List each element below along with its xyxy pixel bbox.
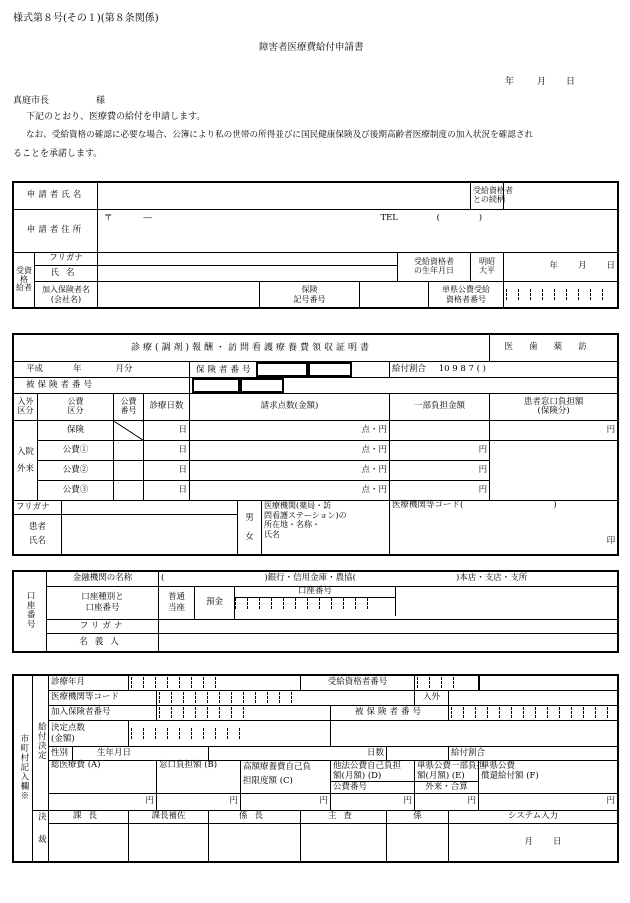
- body-line-2: なお、受給資格の確認に必要な場合、公簿により私の世帯の所得並びに国民健康保険及び後期高齢者医療制度の加入状況を確認され: [26, 130, 534, 140]
- date-year: 年: [505, 77, 515, 87]
- row-kubun: 保険: [38, 421, 114, 441]
- total-a-label: 総医療費 (A): [49, 761, 157, 794]
- inst-code-label: 医療機関等コード(: [392, 500, 464, 510]
- city-table: [13, 675, 618, 862]
- relation-label: 受給資格者 との続柄: [471, 183, 504, 210]
- role-kacho: 課長: [49, 811, 129, 824]
- account-type-selector[interactable]: 普通 当座: [159, 587, 195, 620]
- points-field[interactable]: [129, 721, 331, 747]
- stamp-kakari[interactable]: [387, 824, 449, 862]
- date-day: 日: [566, 77, 576, 87]
- stamp-kacho[interactable]: [49, 824, 129, 862]
- institution-field[interactable]: 医療機関等コード( ) 印: [390, 501, 618, 555]
- row-partial[interactable]: 円: [390, 481, 490, 501]
- applicant-address-label: 申請者住所: [14, 210, 98, 253]
- birth-day-unit: 日: [606, 261, 616, 272]
- role-shusa: 主査: [301, 811, 387, 824]
- role-kakari: 係: [387, 811, 449, 824]
- kyufu-label: 給付割合: [449, 747, 618, 761]
- birth-label: 受給資格者 の生年月日: [398, 253, 471, 282]
- tanken-number-boxes[interactable]: [504, 282, 618, 308]
- stamp-kakaricho[interactable]: [209, 824, 301, 862]
- row-kouhi-no: [114, 421, 144, 441]
- window-b-field[interactable]: 円: [157, 794, 241, 811]
- partial-label: 一部負担金額: [390, 394, 490, 421]
- row-points[interactable]: 点・円: [190, 421, 390, 441]
- insured-name-field[interactable]: [98, 282, 260, 308]
- tel-close: ): [478, 213, 483, 223]
- bank-table: [13, 571, 618, 652]
- decision-label: 給付決定: [33, 676, 49, 811]
- refund-f-label: 単県公費 償還給付額 (F): [479, 761, 618, 794]
- inst-code-label: 医療機関等コード: [49, 691, 157, 706]
- days-label: 日数: [209, 747, 387, 761]
- holder-name-label: 名義人: [47, 634, 159, 652]
- tel-label: TEL: [380, 213, 398, 223]
- applicant-address-field[interactable]: [98, 210, 618, 253]
- row-kouhi-no[interactable]: [114, 461, 144, 481]
- postal-dash: ―: [143, 213, 152, 223]
- patient-burden-label: 患者窓口負担額 (保険分): [490, 394, 618, 421]
- bank-name-field[interactable]: ( )銀行・信用金庫・農協( )本店・支店・支所: [159, 572, 618, 587]
- days-label: 診療日数: [144, 394, 190, 421]
- patient-name-label: 患者 氏名: [14, 515, 62, 555]
- kogaku-c-field[interactable]: 円: [241, 794, 331, 811]
- applicant-name-field[interactable]: [98, 183, 471, 210]
- applicant-table: [13, 182, 618, 308]
- row-kouhi-no[interactable]: [114, 481, 144, 501]
- relation-field[interactable]: [504, 183, 618, 210]
- holder-name-field[interactable]: [159, 634, 618, 652]
- page-title: 障害者医療費給付申請書: [259, 42, 364, 53]
- recipient-name-field[interactable]: [98, 266, 398, 282]
- yokin-label: 預金: [195, 587, 235, 620]
- account-number-field[interactable]: [235, 587, 618, 620]
- row-partial[interactable]: 円: [390, 441, 490, 461]
- insured-number-field[interactable]: [190, 378, 618, 394]
- jukyu-no-label: 受給資格者番号: [301, 676, 415, 691]
- body-line-3: ることを承諾します。: [13, 149, 103, 159]
- row-kouhi-no[interactable]: [114, 441, 144, 461]
- hihoken-no-field[interactable]: [449, 706, 618, 721]
- tanken-number-label: 単県公費受給 資格者番号: [429, 282, 504, 308]
- city-side-label: 市町村記入欄※: [14, 676, 33, 862]
- certificate-table: [13, 334, 618, 555]
- tanken-e-label: 単県公費一部負担 額(月額) (E): [415, 761, 479, 782]
- nyugai-field[interactable]: [449, 691, 618, 706]
- days-field[interactable]: [387, 747, 449, 761]
- row-kubun: 公費③: [38, 481, 114, 501]
- row-points[interactable]: 点・円: [190, 441, 390, 461]
- points-label: 請求点数(金額): [190, 394, 390, 421]
- date-month: 月: [537, 77, 547, 87]
- patient-name-field[interactable]: [62, 515, 238, 555]
- role-system: システム入力: [449, 811, 618, 824]
- account-type-label: 口座種別と 口座番号: [47, 587, 159, 620]
- tanken-e-field[interactable]: 円: [415, 794, 479, 811]
- row-days[interactable]: 日: [144, 461, 190, 481]
- row-kubun: 公費②: [38, 461, 114, 481]
- shinryo-ym-label: 診療年月: [49, 676, 129, 691]
- era-selector[interactable]: 明昭 大平: [471, 253, 504, 282]
- role-kakaricho: 係長: [209, 811, 301, 824]
- insured-name-label: 加入保険者名 (会社名): [35, 282, 98, 308]
- hoken-number-label: 保険 記号番号: [260, 282, 360, 308]
- addressee: 真庭市長: [13, 96, 50, 106]
- kyufu-ratio[interactable]: 給付割合 10 9 8 7 ( ): [390, 362, 618, 378]
- body-line-1: 下記のとおり、医療費の給付を申請します。: [26, 112, 206, 122]
- nyugai-label: 入外: [415, 691, 449, 706]
- total-a-field[interactable]: 円: [49, 794, 157, 811]
- kessai-label: 決裁: [33, 811, 49, 862]
- refund-f-field[interactable]: 円: [479, 794, 618, 811]
- patient-furigana-field[interactable]: [62, 501, 238, 515]
- row-patient: [490, 481, 618, 501]
- row-patient[interactable]: 円: [490, 421, 618, 441]
- stamp-shusa[interactable]: [301, 824, 387, 862]
- row-points[interactable]: 点・円: [190, 481, 390, 501]
- sex-label: 性別: [49, 747, 73, 761]
- points-label: 決定点数 (金額): [49, 721, 129, 747]
- account-number-label: 口座番号: [235, 587, 396, 598]
- birth-date-field[interactable]: [504, 253, 618, 282]
- row-days[interactable]: 日: [144, 481, 190, 501]
- holder-furigana-field[interactable]: [159, 620, 618, 634]
- role-hosa: 課長補佐: [129, 811, 209, 824]
- birth-year-unit: 年: [549, 261, 558, 272]
- honorific: 様: [96, 96, 106, 106]
- birth-month-unit: 月: [577, 261, 587, 272]
- row-partial[interactable]: [390, 421, 490, 441]
- kouhi-kubun-label: 公費 区分: [38, 394, 114, 421]
- insured-no-field[interactable]: [157, 706, 331, 721]
- institution-label: 医療機関(薬局・訪 問看護ステーション)の 所在地・名称・ 氏名: [262, 501, 390, 555]
- bank-name-label: 金融機関の名称: [47, 572, 159, 587]
- certificate-title: 診療(調剤)報酬・訪問看護療養費領収証明書: [14, 335, 490, 362]
- kogaku-c-label: 高額療養費自己負 担限度額 (C): [241, 761, 331, 794]
- postal-mark: 〒: [104, 213, 113, 223]
- other-d-field[interactable]: 円: [331, 794, 415, 811]
- holder-furigana-label: フリガナ: [47, 620, 159, 634]
- gaikyu-label: 外来・合算: [415, 782, 479, 794]
- insured-no-label: 加入保険者番号: [49, 706, 157, 721]
- hihoken-no-label: 被保険者番号: [331, 706, 449, 721]
- shinryo-ym-field[interactable]: [129, 676, 301, 691]
- row-patient: [490, 441, 618, 461]
- kouhi-no-label: 公費番号: [331, 782, 415, 794]
- recipient-label: 受資 格 給者: [14, 253, 35, 308]
- nyugai-label: 入外 区分: [14, 394, 38, 421]
- insured-number-label: 被保険者番号: [14, 378, 190, 394]
- row-patient: [490, 461, 618, 481]
- system-date[interactable]: 月 日: [449, 824, 618, 862]
- applicant-name-label: 申請者氏名: [14, 183, 98, 210]
- furigana-field[interactable]: [98, 253, 398, 266]
- sex-selector[interactable]: 男 女: [238, 501, 262, 555]
- jukyu-no-field[interactable]: [415, 676, 479, 691]
- bank-section-label: 口座番号: [14, 572, 47, 652]
- window-b-label: 窓口負担額 (B): [157, 761, 241, 794]
- shimei-label: 氏名: [35, 266, 98, 282]
- birth-label: 生年月日: [73, 747, 209, 761]
- row-days[interactable]: 日: [144, 421, 190, 441]
- certificate-type[interactable]: 医歯薬訪: [490, 335, 618, 362]
- inst-code-field[interactable]: [157, 691, 415, 706]
- tel-open: (: [436, 213, 440, 223]
- other-d-label: 他法公費自己負担 額(月額) (D): [331, 761, 415, 782]
- kouhi-number-label: 公費 番号: [114, 394, 144, 421]
- row-kubun: 公費①: [38, 441, 114, 461]
- insurer-number-field[interactable]: 保険者番号: [190, 362, 390, 378]
- form-number: 様式第８号(その１)(第８条関係): [13, 13, 159, 24]
- seal-mark: 印: [606, 535, 616, 546]
- stamp-hosa[interactable]: [129, 824, 209, 862]
- treatment-month-field[interactable]: 平成 年 月分: [14, 362, 190, 378]
- row-days[interactable]: 日: [144, 441, 190, 461]
- patient-furigana-label: フリガナ: [14, 501, 62, 515]
- nyuin-gairai: 入院 外来: [14, 421, 38, 501]
- row-points[interactable]: 点・円: [190, 461, 390, 481]
- row-partial[interactable]: 円: [390, 461, 490, 481]
- hoken-number-field[interactable]: [360, 282, 429, 308]
- furigana-label: フリガナ: [35, 253, 98, 266]
